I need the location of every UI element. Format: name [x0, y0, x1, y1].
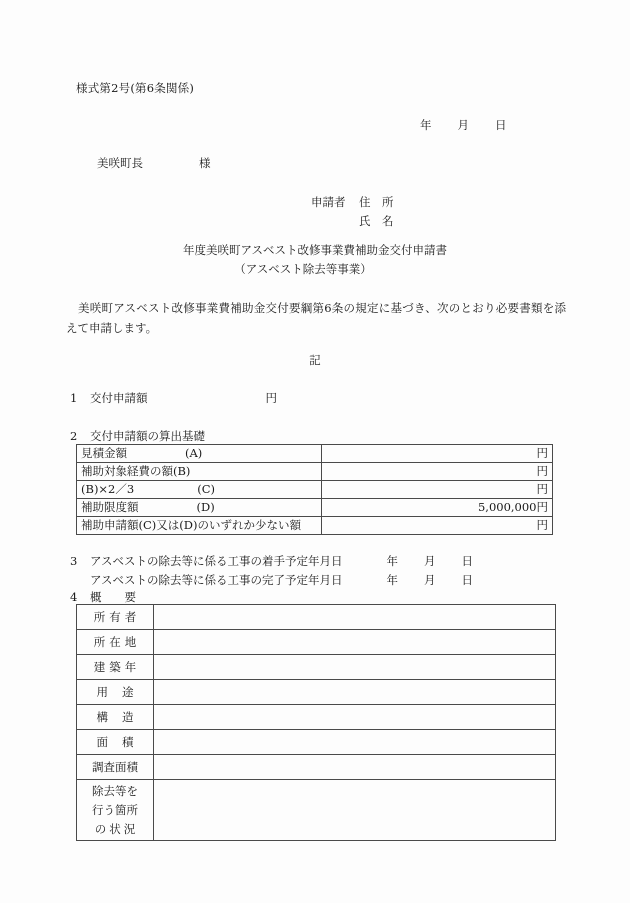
outline-label-removal-status [77, 780, 154, 841]
item-3-number: 3 [70, 554, 78, 568]
table-row [77, 755, 556, 780]
calc-code-d: (D) [196, 500, 215, 514]
outline-label-removal-status-line1: 除去等を [92, 783, 138, 798]
calc-value-d: 5,000,000円 [322, 499, 553, 517]
item-2-heading [70, 428, 205, 444]
applicant-name-label: 氏 名 [359, 214, 394, 228]
outline-label-use [77, 680, 154, 705]
outline-label-area [77, 730, 154, 755]
applicant-block [311, 193, 394, 231]
item-3-start-date [387, 552, 474, 571]
item-4-heading [70, 589, 136, 605]
outline-field-use[interactable] [154, 680, 556, 705]
outline-label-use-text: 用途 [96, 685, 148, 699]
item-3-start-month: 月 [424, 554, 436, 568]
calc-value-a[interactable]: 円 [322, 445, 553, 463]
table-row [77, 481, 553, 499]
outline-label-location-text: 所在地 [93, 635, 141, 649]
outline-label-year-built-text: 建築年 [93, 660, 141, 674]
table-row [77, 605, 556, 630]
calc-label-a [77, 445, 322, 463]
table-row [77, 445, 553, 463]
item-3-end-month: 月 [424, 573, 436, 587]
item-3-start-label: アスベストの除去等に係る工事の着手予定年月日 [90, 554, 343, 568]
calculation-table [76, 444, 553, 535]
table-row [77, 705, 556, 730]
outline-field-area[interactable] [154, 730, 556, 755]
body-paragraph: 美咲町アスベスト改修事業費補助金交付要綱第6条の規定に基づき、次のとおり必要書類を添えて申請します。 [66, 301, 566, 335]
outline-field-year-built[interactable] [154, 655, 556, 680]
outline-table [76, 604, 556, 841]
outline-label-structure [77, 705, 154, 730]
item-1-unit: 円 [265, 391, 277, 405]
outline-label-year-built [77, 655, 154, 680]
outline-label-owner-text: 所有者 [93, 610, 141, 624]
applicant-heading: 申請者 [311, 195, 346, 209]
item-3-start-day: 日 [461, 554, 474, 568]
item-1-number: 1 [70, 391, 78, 405]
calc-code-a: (A) [185, 446, 203, 460]
calc-label-d [77, 499, 322, 517]
outline-label-structure-text: 構造 [96, 710, 148, 724]
outline-label-location [77, 630, 154, 655]
date-year: 年 [420, 118, 432, 132]
table-row [77, 499, 553, 517]
outline-label-removal-status-line2: 行う箇所 [92, 802, 138, 817]
calc-value-c[interactable]: 円 [322, 481, 553, 499]
table-row [77, 463, 553, 481]
item-2-label: 交付申請額の算出基礎 [90, 429, 205, 443]
table-row [77, 780, 556, 841]
calc-label-c-text: (B)×2／3 [81, 482, 135, 496]
table-row [77, 517, 553, 535]
calc-label-c [77, 481, 322, 499]
outline-label-survey-area [77, 755, 154, 780]
item-4-number: 4 [70, 590, 78, 604]
outline-field-owner[interactable] [154, 605, 556, 630]
calc-label-b: 補助対象経費の額(B) [77, 463, 322, 481]
item-3-end-label: アスベストの除去等に係る工事の完了予定年月日 [90, 573, 343, 587]
item-1-label: 交付申請額 [90, 391, 148, 405]
date-month: 月 [457, 118, 469, 132]
calc-label-d-text: 補助限度額 [81, 500, 139, 514]
calc-code-c: (C) [197, 482, 215, 496]
item-4-label: 概 要 [90, 590, 136, 604]
form-number: 様式第2号(第6条関係) [76, 81, 195, 95]
addressee-honorific: 様 [199, 156, 211, 170]
document-subtitle: （アスベスト除去等事業） [234, 262, 372, 276]
item-3-end-date [387, 571, 474, 590]
item-3-start-year: 年 [386, 554, 399, 568]
outline-label-owner [77, 605, 154, 630]
calc-label-a-text: 見積金額 [81, 446, 127, 460]
calc-value-final[interactable]: 円 [322, 517, 553, 535]
outline-field-structure[interactable] [154, 705, 556, 730]
outline-field-removal-status[interactable] [154, 780, 556, 841]
table-row [77, 655, 556, 680]
date-line [420, 117, 507, 133]
item-1-grant-amount [70, 390, 277, 406]
table-row [77, 680, 556, 705]
calc-value-b[interactable]: 円 [322, 463, 553, 481]
item-3-end-row [70, 571, 473, 590]
item-2-number: 2 [70, 429, 78, 443]
date-day: 日 [495, 118, 507, 132]
applicant-address-row [311, 193, 394, 212]
calc-label-final: 補助申請額(C)又は(D)のいずれか少ない額 [77, 517, 322, 535]
item-3-start-row [70, 552, 473, 571]
item-3-end-day: 日 [461, 573, 474, 587]
applicant-address-label: 住 所 [359, 195, 394, 209]
table-row [77, 730, 556, 755]
item-3-schedule [70, 552, 473, 590]
item-3-end-year: 年 [386, 573, 399, 587]
addressee [97, 155, 211, 171]
applicant-name-row [311, 212, 394, 231]
table-row [77, 630, 556, 655]
ki-mark: 記 [309, 353, 321, 367]
outline-label-removal-status-line3: の状況 [94, 821, 139, 836]
outline-field-survey-area[interactable] [154, 755, 556, 780]
document-title: 年度美咲町アスベスト改修事業費補助金交付申請書 [182, 243, 448, 257]
outline-field-location[interactable] [154, 630, 556, 655]
outline-label-survey-area-text: 調査面積 [92, 760, 138, 774]
addressee-name: 美咲町長 [97, 156, 143, 170]
outline-label-area-text: 面積 [96, 735, 148, 749]
